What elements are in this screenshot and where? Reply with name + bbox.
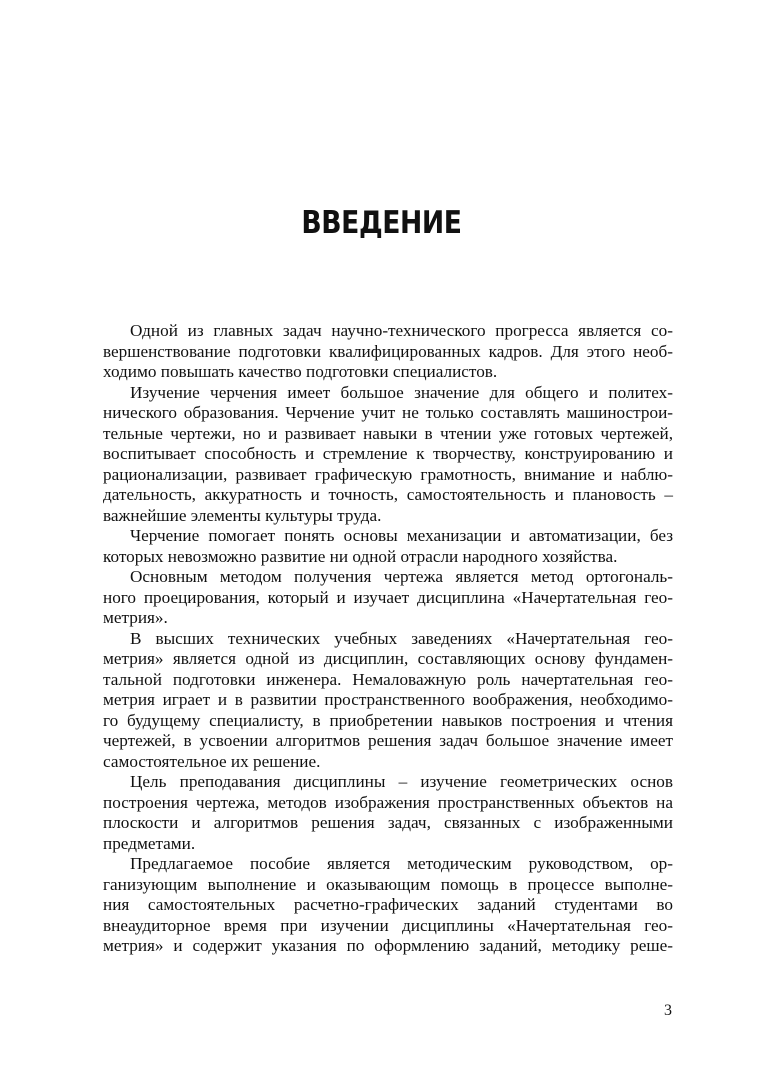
paragraph [103, 321, 673, 383]
text-line: метрия играет и в развитии пространственного воображения, необходимо- [103, 690, 673, 709]
text-line: предметами. [103, 833, 196, 853]
body-text [103, 321, 673, 957]
text-line: нического образования. Черчение учит не только составлять машинострои- [103, 403, 673, 422]
text-line: Предлагаемое пособие является методическим руководством, ор- [130, 854, 673, 873]
text-line: тельные чертежи, но и развивает навыки в чтении уже готовых чертежей, [103, 423, 673, 443]
text-line: Основным методом получения чертежа является метод ортогональ- [130, 567, 673, 586]
text-line: ходимо повышать качество подготовки специалистов. [103, 362, 498, 381]
text-line: самостоятельное их решение. [103, 751, 321, 771]
text-line: Черчение помогает понять основы механизации и автоматизации, без [130, 526, 673, 545]
text-line: дательность, аккуратность и точность, самостоятельность и плановость – [103, 485, 673, 504]
text-line: воспитывает способность и стремление к творчеству, конструированию и [103, 444, 673, 463]
text-line: метрия». [103, 608, 168, 627]
text-line: В высших технических учебных заведениях «Начертательная гео- [130, 628, 673, 648]
text-line: ного проецирования, который и изучает дисциплина «Начертательная гео- [103, 587, 673, 607]
text-line: ганизующим выполнение и оказывающим помощь в процессе выполне- [103, 874, 673, 894]
paragraph [103, 383, 673, 527]
paragraph [103, 772, 673, 854]
text-line: метрия» является одной из дисциплин, составляющих основу фундамен- [103, 649, 673, 668]
text-line: чертежей, в усвоении алгоритмов решения задач большое значение имеет [103, 731, 673, 750]
text-line: вершенствование подготовки квалифицированных кадров. Для этого необ- [103, 341, 673, 361]
text-line: которых невозможно развитие ни одной отрасли народного хозяйства. [103, 546, 618, 566]
text-line: важнейшие элементы культуры труда. [103, 505, 382, 525]
text-line: рационализации, развивает графическую грамотность, внимание и наблю- [103, 464, 673, 484]
page-title: ВВЕДЕНИЕ [301, 205, 462, 241]
text-line: внеаудиторное время при изучении дисциплины «Начертательная гео- [103, 915, 673, 935]
text-line: ния самостоятельных расчетно-графических заданий студентами во [103, 895, 673, 914]
text-line: Изучение черчения имеет большое значение для общего и политех- [130, 382, 673, 402]
text-line: Цель преподавания дисциплины – изучение геометрических основ [130, 772, 673, 791]
paragraph [103, 854, 673, 957]
text-line: Одной из главных задач научно-технического прогресса является со- [130, 321, 673, 340]
text-line: плоскости и алгоритмов решения задач, связанных с изображенными [103, 813, 673, 832]
page-number: 3 [664, 1002, 672, 1019]
text-line: построения чертежа, методов изображения пространственных объектов на [103, 792, 673, 812]
paragraph [103, 629, 673, 773]
text-line: го будущему специалисту, в приобретении навыков построения и чтения [103, 710, 673, 730]
text-line: тальной подготовки инженера. Немаловажную роль начертательная гео- [103, 669, 673, 689]
paragraph [103, 567, 673, 629]
paragraph [103, 526, 673, 567]
text-line: метрия» и содержит указания по оформлению заданий, методику реше- [103, 936, 673, 955]
